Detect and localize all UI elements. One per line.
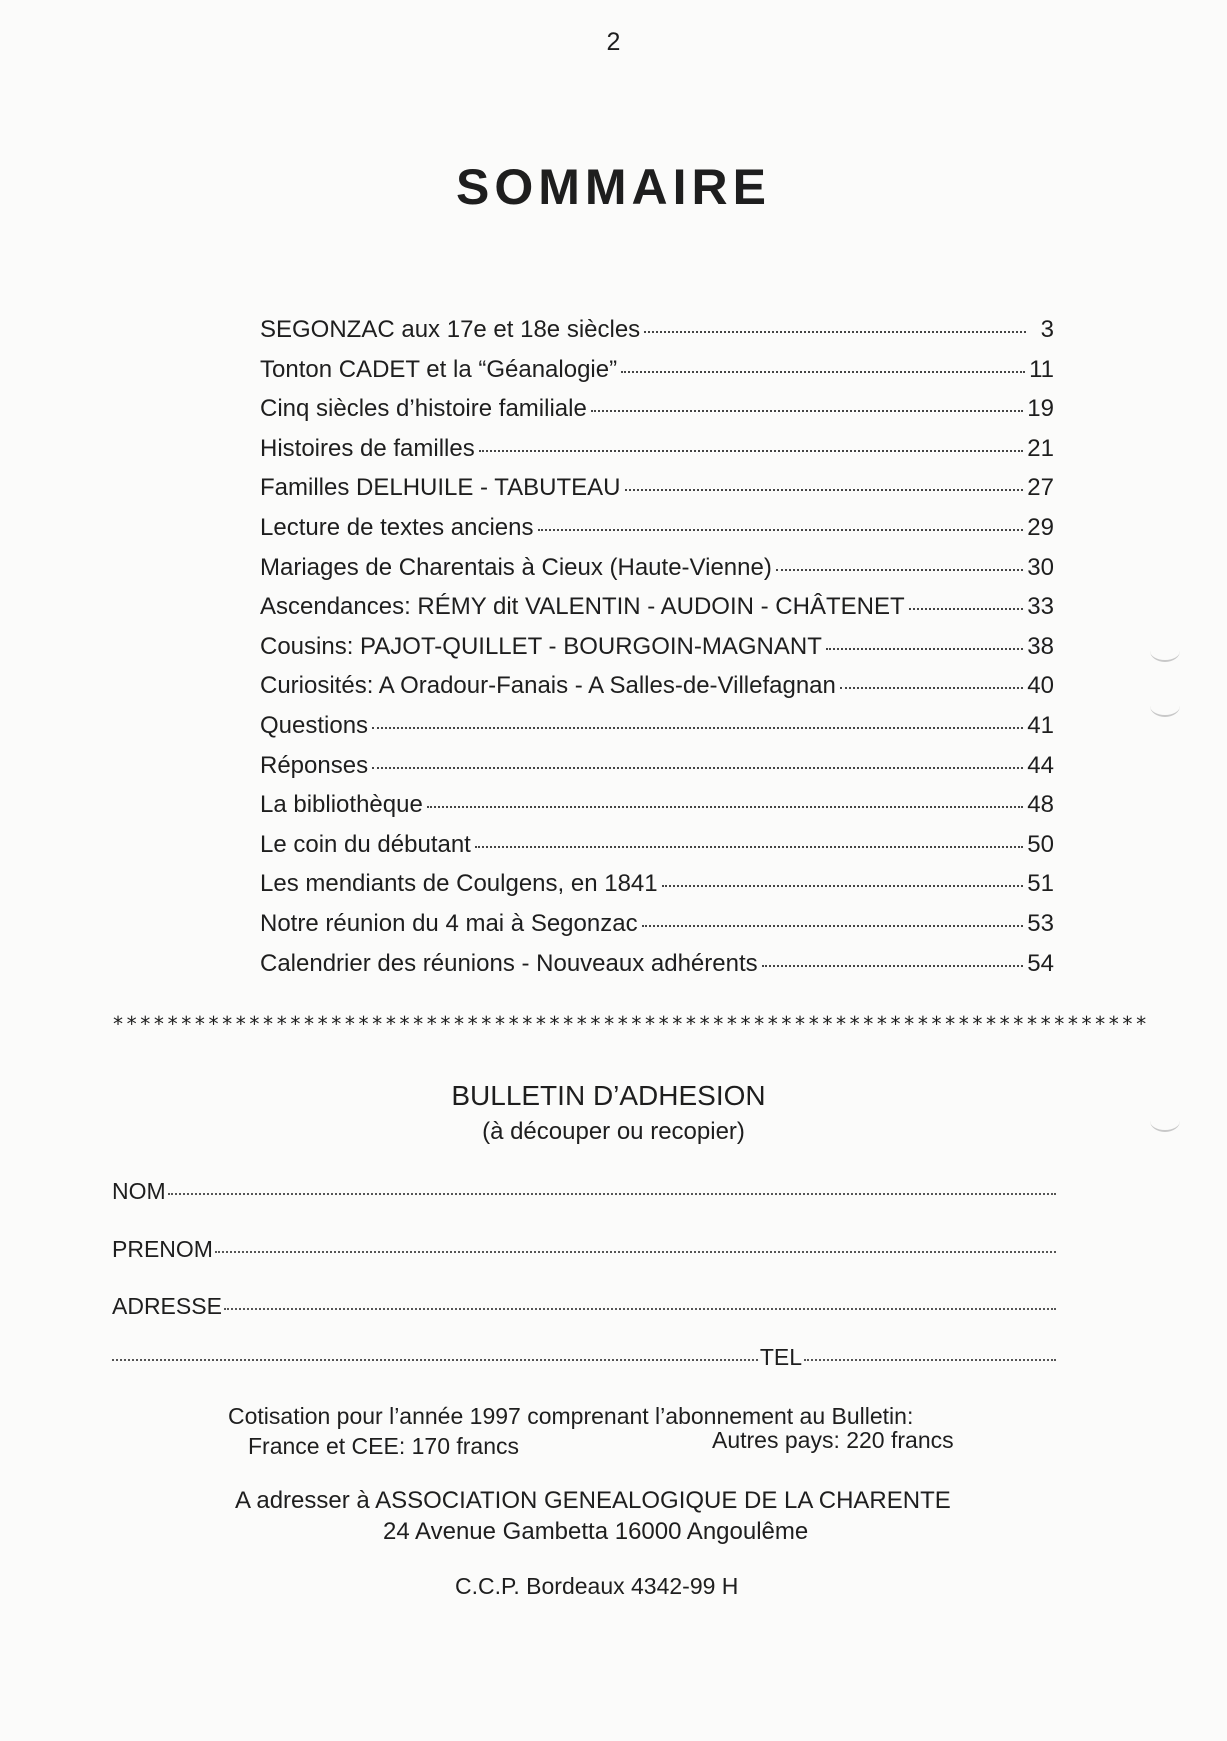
toc-entry — [260, 316, 1054, 356]
toc-entry — [260, 474, 1054, 514]
toc-leader-dots — [662, 885, 1024, 887]
toc-leader-dots — [372, 727, 1023, 729]
prenom-dotted-line[interactable] — [215, 1251, 1056, 1253]
toc-entry-title: Mariages de Charentais à Cieux (Haute-Vienne) — [260, 553, 772, 581]
toc-entry — [260, 554, 1054, 594]
toc-entry — [260, 514, 1054, 554]
nom-label: NOM — [112, 1178, 166, 1204]
toc-entry — [260, 950, 1054, 990]
toc-entry — [260, 633, 1054, 673]
toc-entry-title: Curiosités: A Oradour-Fanais - A Salles-de-Villefagnan — [260, 672, 836, 700]
toc-entry-title: Histoires de familles — [260, 434, 475, 462]
tel-label: TEL — [759, 1344, 802, 1370]
cotisation-text: Cotisation pour l’année 1997 comprenant l’abonnement au Bulletin: — [228, 1403, 914, 1429]
page-title: SOMMAIRE — [456, 159, 771, 215]
toc-leader-dots — [642, 925, 1024, 927]
tel-field[interactable] — [112, 1344, 1056, 1371]
toc-entry-title: Lecture de textes anciens — [260, 513, 534, 541]
toc-entry-title: La bibliothèque — [260, 791, 423, 819]
toc-leader-dots — [372, 767, 1023, 769]
address-recipient: A adresser à ASSOCIATION GENEALOGIQUE DE LA CHARENTE — [235, 1487, 951, 1514]
toc-entry-title: Questions — [260, 711, 369, 739]
ccp-account: C.C.P. Bordeaux 4342-99 H — [455, 1573, 739, 1599]
toc-entry-page: 21 — [1027, 434, 1054, 462]
bulletin-title-text: BULLETIN D’ADHESION — [451, 1080, 766, 1111]
toc-entry — [260, 910, 1054, 950]
toc-leader-dots — [538, 529, 1024, 531]
toc-entry-title: Réponses — [260, 751, 369, 779]
price-autres: Autres pays: 220 francs — [712, 1427, 954, 1453]
toc-leader-dots — [475, 846, 1023, 848]
toc-leader-dots — [621, 371, 1025, 373]
toc-entry-page: 29 — [1027, 513, 1054, 541]
toc-entry-title: Cinq siècles d’histoire familiale — [260, 395, 587, 423]
toc-leader-dots — [826, 648, 1023, 650]
toc-entry-title: Les mendiants de Coulgens, en 1841 — [260, 870, 658, 898]
prenom-label: PRENOM — [112, 1236, 213, 1262]
toc-entry — [260, 672, 1054, 712]
toc-leader-dots — [840, 687, 1023, 689]
toc-entry — [260, 791, 1054, 831]
toc-entry-page: 38 — [1027, 632, 1054, 660]
bulletin-subtitle: (à découper ou recopier) — [482, 1118, 745, 1145]
table-of-contents — [260, 316, 1054, 989]
address-street: 24 Avenue Gambetta 16000 Angoulême — [383, 1518, 809, 1545]
toc-entry-page: 40 — [1027, 672, 1054, 700]
toc-entry-page: 11 — [1029, 355, 1054, 383]
page-number: 2 — [606, 28, 621, 56]
adresse-label: ADRESSE — [112, 1293, 222, 1319]
tel-dotted-line[interactable] — [804, 1359, 1056, 1361]
adresse-field[interactable] — [112, 1293, 1056, 1320]
punch-hole-mark — [1150, 695, 1180, 717]
toc-leader-dots — [644, 331, 1026, 333]
bulletin-title — [0, 1080, 1227, 1112]
toc-entry-page: 50 — [1027, 830, 1054, 858]
toc-entry-page: 19 — [1027, 395, 1054, 423]
prenom-field[interactable] — [112, 1236, 1056, 1263]
toc-entry-page: 27 — [1027, 474, 1054, 502]
toc-entry — [260, 395, 1054, 435]
toc-entry — [260, 356, 1054, 396]
toc-entry-page: 51 — [1027, 870, 1054, 898]
toc-leader-dots — [591, 410, 1023, 412]
toc-leader-dots — [909, 608, 1024, 610]
toc-entry-page: 33 — [1027, 593, 1054, 621]
toc-entry — [260, 593, 1054, 633]
toc-entry-page: 48 — [1027, 791, 1054, 819]
toc-entry — [260, 831, 1054, 871]
nom-dotted-line[interactable] — [168, 1193, 1056, 1195]
punch-hole-mark — [1150, 640, 1180, 662]
toc-entry-title: Calendrier des réunions - Nouveaux adhérents — [260, 949, 758, 977]
toc-entry-title: SEGONZAC aux 17e et 18e siècles — [260, 316, 641, 343]
asterisk-separator: **************************************************************************** — [112, 1012, 1149, 1036]
toc-leader-dots — [762, 965, 1024, 967]
adresse-continuation-dotted-line[interactable] — [112, 1359, 758, 1361]
toc-entry-page: 3 — [1040, 316, 1054, 343]
nom-field[interactable] — [112, 1178, 1056, 1205]
toc-leader-dots — [625, 489, 1024, 491]
toc-entry-page: 30 — [1027, 553, 1054, 581]
toc-entry-title: Le coin du débutant — [260, 830, 471, 858]
toc-leader-dots — [776, 569, 1023, 571]
toc-leader-dots — [479, 450, 1024, 452]
toc-entry-title: Tonton CADET et la “Géanalogie” — [260, 355, 618, 383]
toc-entry-title: Notre réunion du 4 mai à Segonzac — [260, 909, 638, 937]
toc-entry-title: Cousins: PAJOT-QUILLET - BOURGOIN-MAGNANT — [260, 632, 822, 660]
toc-entry-page: 54 — [1027, 949, 1054, 977]
punch-hole-mark — [1150, 1110, 1180, 1132]
adresse-dotted-line[interactable] — [224, 1308, 1056, 1310]
toc-entry — [260, 435, 1054, 475]
toc-entry-page: 44 — [1027, 751, 1054, 779]
toc-entry-page: 53 — [1027, 909, 1054, 937]
toc-leader-dots — [427, 806, 1023, 808]
price-france: France et CEE: 170 francs — [248, 1433, 520, 1459]
toc-entry — [260, 870, 1054, 910]
toc-entry-page: 41 — [1027, 711, 1054, 739]
toc-entry-title: Familles DELHUILE - TABUTEAU — [260, 474, 621, 502]
toc-entry — [260, 712, 1054, 752]
toc-entry-title: Ascendances: RÉMY dit VALENTIN - AUDOIN - CHÂTENET — [260, 593, 905, 621]
toc-entry — [260, 752, 1054, 792]
